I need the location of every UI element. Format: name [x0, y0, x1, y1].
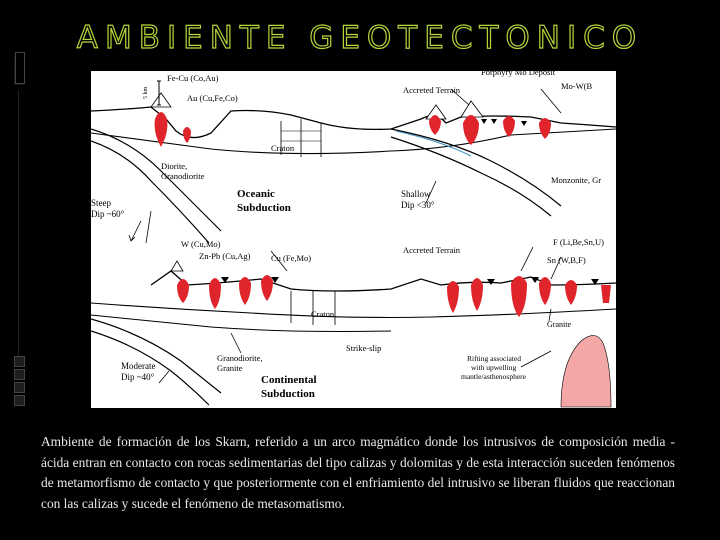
decor-square-1 [14, 356, 25, 367]
label-steep: Steep [91, 198, 111, 208]
label-strike-slip: Strike-slip [346, 343, 382, 353]
geotectonic-figure-frame [87, 67, 620, 412]
label-granodiorite-top: Granodiorite [161, 171, 205, 181]
label-dip40: Dip ~40° [121, 372, 155, 382]
label-granite-right: Granite [547, 320, 571, 329]
label-zn-pb: Zn-Pb (Cu,Ag) [199, 251, 251, 261]
label-au: Au (Cu,Fe,Co) [187, 93, 238, 103]
label-craton-top: Craton [271, 143, 295, 153]
label-cu: Cu (Fe,Mo) [271, 253, 312, 263]
skarn-diagram [91, 71, 616, 408]
label-granite-bottom: Granite [217, 363, 243, 373]
label-diorite: Diorite, [161, 161, 188, 171]
label-continental: Continental [261, 374, 317, 386]
slide-caption: Ambiente de formación de los Skarn, referido a un arco magmático donde los intrusivos de composición media - ácida entran en contacto con rocas sedimentarias del tipo calizas y dolomitas y de esta interacción suceden fenómenos de metamorfismo de contacto y que posteriormente con el enfriamiento del intrusivo se liberan fluidos que reaccionan con las calizas y sucede el fenómeno de metasomatismo. [41, 434, 675, 511]
decor-square-3 [14, 382, 25, 393]
label-rifting-2: with upwelling [471, 363, 517, 372]
label-fe-cu: Fe-Cu (Co,Au) [167, 73, 219, 83]
label-rifting-3: mantle/asthenosphere [461, 372, 526, 381]
decor-square-4 [14, 395, 25, 406]
label-5km: 5 km [143, 86, 149, 99]
label-oceanic-subduction: Subduction [237, 202, 291, 214]
label-dip60: Dip ~60° [91, 209, 125, 219]
label-granodiorite-bottom: Granodiorite, [217, 353, 263, 363]
label-shallow: Shallow [401, 189, 431, 199]
slide-title: AMBIENTE GEOTECTONICO [76, 20, 644, 56]
label-continental-subduction: Subduction [261, 388, 315, 400]
label-mo-w: Mo-W(B [561, 81, 593, 91]
decor-square-2 [14, 369, 25, 380]
label-moderate: Moderate [121, 361, 156, 371]
oceanic-subduction-panel [91, 71, 616, 243]
label-sn: Sn (W,B,F) [547, 255, 586, 265]
left-accent-block [15, 52, 25, 84]
label-monzonite: Monzonite, Gr [551, 175, 602, 185]
label-craton-bottom: Craton [311, 309, 335, 319]
label-accreted-top: Accreted Terrain [403, 85, 461, 95]
continental-subduction-panel [91, 237, 616, 407]
geotectonic-figure [91, 71, 616, 408]
label-rifting-1: Rifting associated [467, 354, 521, 363]
label-w-cu: W (Cu,Mo) [181, 239, 221, 249]
label-porphyry: Porphyry Mo Deposit [481, 71, 556, 77]
left-decor-line [18, 90, 19, 360]
label-dip30: Dip <30° [401, 200, 435, 210]
label-accreted-bottom: Accreted Terrain [403, 245, 461, 255]
label-f-li: F (Li,Be,Sn,U) [553, 237, 604, 247]
label-oceanic: Oceanic [237, 188, 275, 200]
